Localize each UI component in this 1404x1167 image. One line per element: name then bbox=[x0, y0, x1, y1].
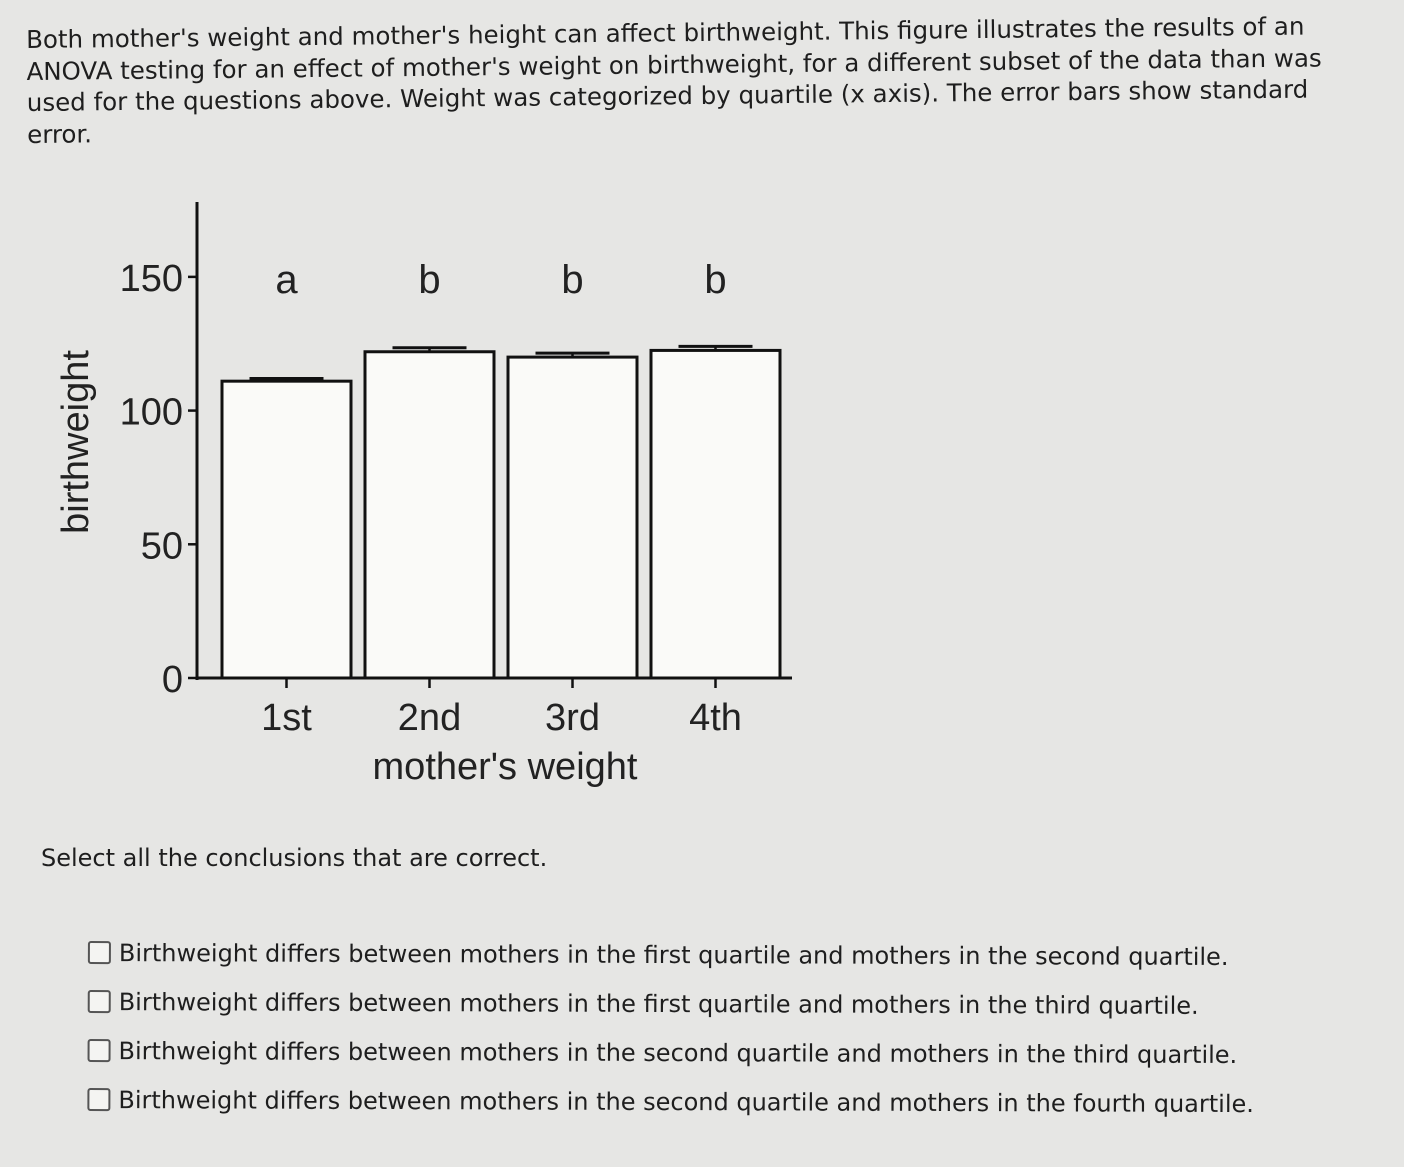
group-letter-1st: a bbox=[275, 257, 298, 302]
checkbox-3[interactable] bbox=[88, 1039, 111, 1062]
checkbox-1[interactable] bbox=[88, 941, 111, 964]
select-prompt: Select all the conclusions that are correct. bbox=[41, 844, 548, 872]
chart-svg bbox=[0, 180, 900, 820]
checkbox-4[interactable] bbox=[87, 1088, 110, 1111]
option-1-label: Birthweight differs between mothers in the first quartile and mothers in the second quartile. bbox=[118, 938, 1229, 971]
x-tick-label-2nd: 2nd bbox=[397, 697, 462, 739]
y-tick-label: 0 bbox=[161, 659, 183, 701]
bar-2nd bbox=[365, 352, 494, 678]
checkbox-2[interactable] bbox=[88, 990, 111, 1013]
x-tick-label-1st: 1st bbox=[261, 697, 312, 739]
bar-4th bbox=[651, 350, 780, 678]
group-letter-2nd: b bbox=[418, 257, 441, 302]
option-2[interactable] bbox=[88, 977, 1255, 1030]
option-4-label: Birthweight differs between mothers in the second quartile and mothers in the fourth quartile. bbox=[118, 1085, 1254, 1118]
bar-1st bbox=[222, 381, 351, 678]
y-tick-label: 150 bbox=[119, 257, 183, 300]
y-tick-label: 50 bbox=[140, 525, 183, 568]
option-3[interactable] bbox=[87, 1026, 1254, 1079]
x-tick-label-4th: 4th bbox=[689, 697, 742, 739]
x-axis-title: mother's weight bbox=[372, 746, 638, 788]
option-1[interactable] bbox=[88, 928, 1255, 981]
option-3-label: Birthweight differs between mothers in the second quartile and mothers in the third quartile. bbox=[118, 1036, 1238, 1069]
y-tick-label: 100 bbox=[119, 391, 183, 434]
group-letter-3rd: b bbox=[561, 257, 584, 302]
conclusion-options bbox=[87, 928, 1254, 1128]
x-tick-label-3rd: 3rd bbox=[545, 697, 600, 739]
option-2-label: Birthweight differs between mothers in the first quartile and mothers in the third quartile. bbox=[118, 987, 1199, 1020]
bar-chart bbox=[0, 180, 900, 820]
group-letter-4th: b bbox=[704, 257, 727, 302]
question-intro: Both mother's weight and mother's height can affect birthweight. This figure illustrates the results of an ANOVA testing for an effect of mother's weight on birthweight, for a different subset of the data than was used for the questions above. Weight was categorized by quartile (x axis). The error bars show standard error. bbox=[26, 11, 1322, 149]
y-axis-title: birthweight bbox=[55, 350, 97, 534]
option-4[interactable] bbox=[87, 1075, 1254, 1128]
bar-3rd bbox=[508, 357, 637, 678]
